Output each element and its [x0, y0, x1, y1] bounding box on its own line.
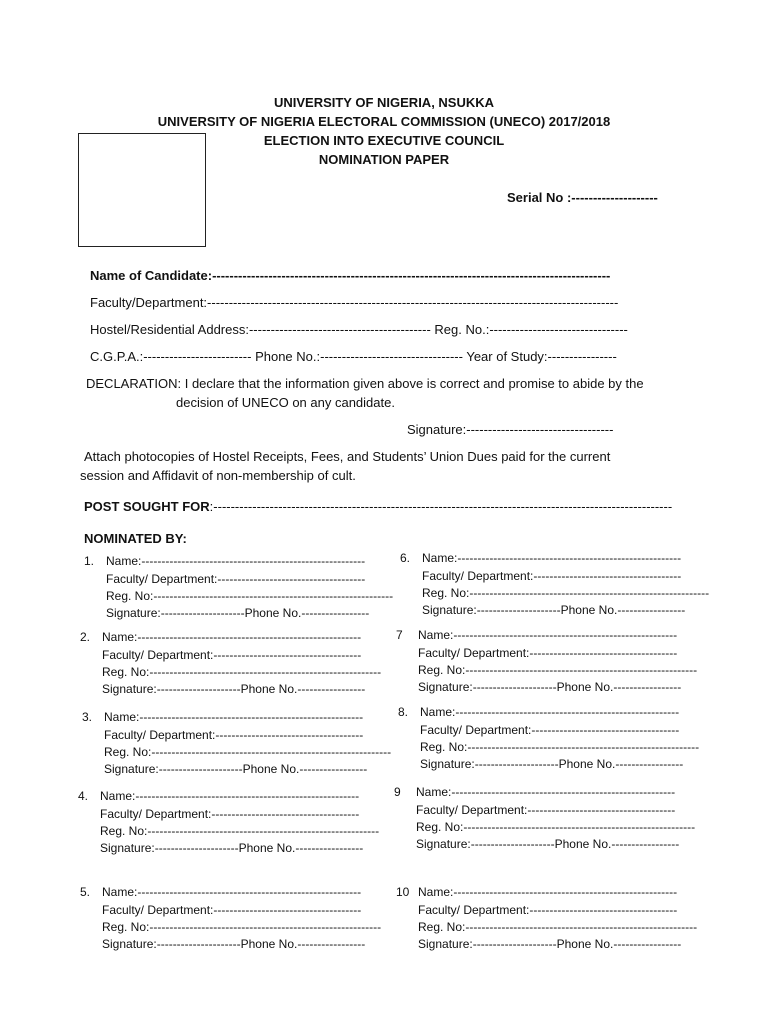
candidate-name-field[interactable]: Name of Candidate:--------------------------------------------------------------------------------------------	[90, 268, 611, 283]
nominator-name-field[interactable]: Name:--------------------------------------------------------	[106, 554, 366, 568]
nominator-regno-field[interactable]: Reg. No:------------------------------------------------------------	[422, 586, 710, 600]
nominator-name-field[interactable]: Name:--------------------------------------------------------	[418, 628, 678, 642]
nominator-number: 4.	[78, 789, 89, 803]
nominator-faculty-field[interactable]: Faculty/ Department:-------------------------------------	[102, 648, 362, 662]
nominator-faculty-field[interactable]: Faculty/ Department:-------------------------------------	[102, 903, 362, 917]
nominator-regno-field[interactable]: Reg. No:----------------------------------------------------------	[100, 824, 380, 838]
nominator-name-field[interactable]: Name:--------------------------------------------------------	[102, 885, 362, 899]
nominator-faculty-field[interactable]: Faculty/ Department:-------------------------------------	[100, 807, 360, 821]
nominator-number: 8.	[398, 705, 409, 719]
attach-line1: Attach photocopies of Hostel Receipts, Fees, and Students’ Union Dues paid for the current	[84, 449, 611, 464]
nominator-signature-phone-field[interactable]: Signature:---------------------Phone No.-----------------	[100, 841, 364, 855]
nominator-name-field[interactable]: Name:--------------------------------------------------------	[420, 705, 680, 719]
nominator-signature-phone-field[interactable]: Signature:---------------------Phone No.-----------------	[418, 937, 682, 951]
nominator-name-field[interactable]: Name:--------------------------------------------------------	[102, 630, 362, 644]
nominator-name-field[interactable]: Name:--------------------------------------------------------	[418, 885, 678, 899]
nominator-number: 2.	[80, 630, 91, 644]
nominator-signature-phone-field[interactable]: Signature:---------------------Phone No.-----------------	[416, 837, 680, 851]
nominator-regno-field[interactable]: Reg. No:----------------------------------------------------------	[102, 665, 382, 679]
nominator-regno-field[interactable]: Reg. No:----------------------------------------------------------	[418, 920, 698, 934]
nominator-regno-field[interactable]: Reg. No:----------------------------------------------------------	[420, 740, 700, 754]
header-university: UNIVERSITY OF NIGERIA, NSUKKA	[273, 95, 495, 110]
declaration-line2: decision of UNECO on any candidate.	[176, 395, 395, 410]
hostel-regno-field[interactable]: Hostel/Residential Address:------------------------------------------ Reg. No.:--------------------------------	[90, 322, 628, 337]
serial-number: Serial No :--------------------	[507, 190, 658, 205]
nominator-signature-phone-field[interactable]: Signature:---------------------Phone No.-----------------	[102, 682, 366, 696]
nominator-regno-field[interactable]: Reg. No:------------------------------------------------------------	[104, 745, 392, 759]
nominator-regno-field[interactable]: Reg. No:----------------------------------------------------------	[102, 920, 382, 934]
nominator-signature-phone-field[interactable]: Signature:---------------------Phone No.-----------------	[420, 757, 684, 771]
nominator-number: 10	[396, 885, 410, 899]
cgpa-phone-year-field[interactable]: C.G.P.A.:------------------------- Phone No.:--------------------------------- Year of Study:----------------	[90, 349, 617, 364]
nominator-number: 5.	[80, 885, 91, 899]
header-commission: UNIVERSITY OF NIGERIA ELECTORAL COMMISSION (UNECO) 2017/2018	[157, 114, 611, 129]
nominator-number: 1.	[84, 554, 95, 568]
nominator-faculty-field[interactable]: Faculty/ Department:-------------------------------------	[106, 572, 366, 586]
nominator-signature-phone-field[interactable]: Signature:---------------------Phone No.-----------------	[422, 603, 686, 617]
nominator-number: 7	[396, 628, 403, 642]
nominator-name-field[interactable]: Name:--------------------------------------------------------	[104, 710, 364, 724]
nominated-by-heading: NOMINATED BY:	[84, 531, 187, 546]
attach-line2: session and Affidavit of non-membership of cult.	[80, 468, 356, 483]
post-sought-field[interactable]	[84, 499, 672, 514]
nominator-faculty-field[interactable]: Faculty/ Department:-------------------------------------	[416, 803, 676, 817]
nominator-name-field[interactable]: Name:--------------------------------------------------------	[100, 789, 360, 803]
nominator-regno-field[interactable]: Reg. No:----------------------------------------------------------	[418, 663, 698, 677]
nominator-signature-phone-field[interactable]: Signature:---------------------Phone No.-----------------	[106, 606, 370, 620]
nominator-faculty-field[interactable]: Faculty/ Department:-------------------------------------	[104, 728, 364, 742]
nominator-faculty-field[interactable]: Faculty/ Department:-------------------------------------	[418, 646, 678, 660]
nominator-faculty-field[interactable]: Faculty/ Department:-------------------------------------	[418, 903, 678, 917]
header-title: NOMINATION PAPER	[318, 152, 450, 167]
nominator-number: 6.	[400, 551, 411, 565]
passport-photo-box	[78, 133, 206, 247]
declaration-signature[interactable]: Signature:----------------------------------	[407, 422, 614, 437]
nominator-number: 9	[394, 785, 401, 799]
nominator-signature-phone-field[interactable]: Signature:---------------------Phone No.-----------------	[102, 937, 366, 951]
nominator-faculty-field[interactable]: Faculty/ Department:-------------------------------------	[422, 569, 682, 583]
nominator-name-field[interactable]: Name:--------------------------------------------------------	[416, 785, 676, 799]
nominator-regno-field[interactable]: Reg. No:----------------------------------------------------------	[416, 820, 696, 834]
declaration-line1: DECLARATION: I declare that the information given above is correct and promise to abide by the	[86, 376, 644, 391]
nominator-number: 3.	[82, 710, 93, 724]
nominator-signature-phone-field[interactable]: Signature:---------------------Phone No.-----------------	[104, 762, 368, 776]
post-sought-label: POST SOUGHT FOR	[84, 499, 210, 514]
nominator-regno-field[interactable]: Reg. No:------------------------------------------------------------	[106, 589, 394, 603]
header-election: ELECTION INTO EXECUTIVE COUNCIL	[263, 133, 505, 148]
post-sought-dashes: :----------------------------------------------------------------------------------------------------------	[209, 499, 673, 514]
nominator-faculty-field[interactable]: Faculty/ Department:-------------------------------------	[420, 723, 680, 737]
nominator-signature-phone-field[interactable]: Signature:---------------------Phone No.-----------------	[418, 680, 682, 694]
faculty-department-field[interactable]: Faculty/Department:-----------------------------------------------------------------------------------------------	[90, 295, 619, 310]
nominator-name-field[interactable]: Name:--------------------------------------------------------	[422, 551, 682, 565]
